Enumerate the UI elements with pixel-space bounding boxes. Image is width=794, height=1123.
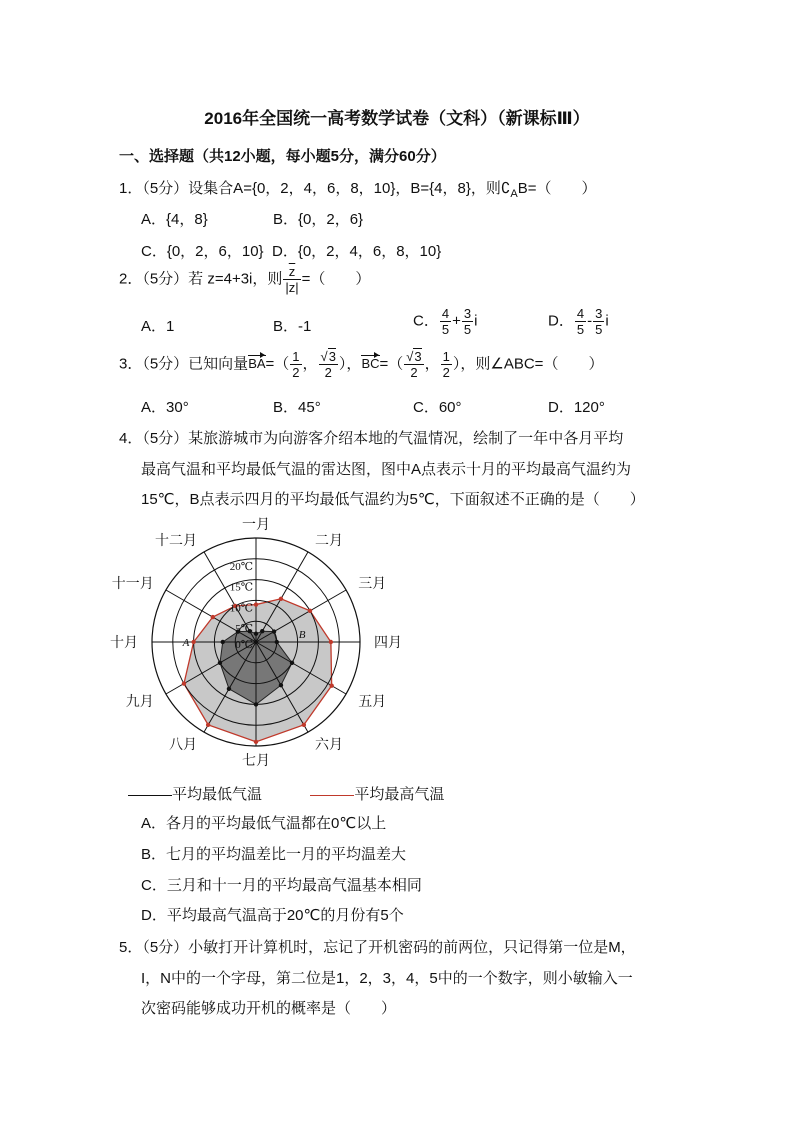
- q1-option-c[interactable]: C．{0，2，6，10}: [141, 243, 264, 260]
- month-label-3: 三月: [358, 577, 387, 592]
- legend-label-high: 平均最高气温: [354, 786, 445, 803]
- high-point-9: [182, 681, 186, 685]
- legend-swatch-high: [310, 795, 354, 796]
- low-point-3: [272, 629, 276, 633]
- q1-option-a[interactable]: A．{4，8}: [141, 211, 208, 228]
- q4-option-a[interactable]: A．各月的平均最低气温都在0℃以上: [141, 815, 387, 832]
- question-4-line-2: 最高气温和平均最低气温的雷达图，图中A点表示十月的平均最高气温约为: [141, 461, 632, 478]
- legend-label-low: 平均最低气温: [172, 786, 263, 803]
- question-4-line-3: 15℃，B点表示四月的平均最低气温约为5℃，下面叙述不正确的是（ ）: [141, 491, 645, 508]
- month-label-6: 六月: [315, 738, 343, 754]
- point-label-a: A: [182, 637, 190, 649]
- low-point-5: [290, 661, 294, 665]
- section-heading: 一、选择题（共12小题，每小题5分，满分60分）: [119, 148, 446, 165]
- question-3-stem: 3．（5分）已知向量BA=（ $\frac{1}{2}$ ， $\frac{√3}{2}$ ），BC=（ $\frac{√3}{2}$ ， $\frac{1}{2}$ ），则∠ABC=（ ）: [119, 349, 604, 380]
- question-2-stem: 2．（5分）若 z=4+3i，则 $\frac{\overline{z}}{|z|}$ =（ ）: [119, 264, 371, 295]
- low-point-9: [218, 661, 222, 665]
- q2-option-a[interactable]: A．1: [141, 318, 175, 335]
- high-point-5: [329, 683, 333, 687]
- high-point-3: [308, 609, 312, 613]
- vector-bc: BC: [361, 356, 380, 372]
- q1-option-d[interactable]: D．{0，2，4，6，8，10}: [272, 243, 442, 260]
- month-label-5: 五月: [358, 695, 387, 710]
- q2-option-b[interactable]: B．-1: [273, 318, 312, 335]
- month-label-1: 一月: [242, 518, 270, 533]
- low-point-6: [279, 683, 283, 687]
- ring-label-20: 20℃: [229, 560, 253, 573]
- ring-label-5: 5℃: [235, 623, 253, 636]
- q4-option-b[interactable]: B．七月的平均温差比一月的平均温差大: [141, 846, 407, 863]
- question-5-line-2: I，N中的一个字母，第二位是1，2，3，4，5中的一个数字，则小敏输入一: [141, 970, 633, 987]
- high-point-7: [254, 740, 258, 744]
- high-point-1: [254, 602, 258, 606]
- low-point-10: [221, 640, 225, 644]
- high-point-2: [279, 597, 283, 601]
- month-label-12: 十二月: [155, 533, 197, 549]
- q4-option-d[interactable]: D．平均最高气温高于20℃的月份有5个: [141, 907, 404, 924]
- q3-option-d[interactable]: D．120°: [548, 399, 605, 416]
- chart-legend: [128, 783, 444, 804]
- month-label-8: 八月: [169, 738, 197, 754]
- point-label-b: B: [298, 629, 306, 641]
- low-point-7: [254, 702, 258, 706]
- month-label-7: 七月: [242, 754, 270, 769]
- question-5-line-1: 5．（5分）小敏打开计算机时，忘记了开机密码的前两位，只记得第一位是M，: [119, 939, 636, 956]
- q1-option-b[interactable]: B．{0，2，6}: [273, 211, 364, 228]
- q3-option-c[interactable]: C．60°: [413, 399, 462, 416]
- month-label-11: 十一月: [111, 577, 154, 592]
- low-point-2: [260, 629, 264, 633]
- month-label-10: 十月: [110, 636, 138, 651]
- legend-swatch-low: [128, 795, 172, 796]
- high-point-11: [211, 615, 215, 619]
- question-4-line-1: 4．（5分）某旅游城市为向游客介绍本地的气温情况，绘制了一年中各月平均: [119, 430, 624, 447]
- page-title: 2016年全国统一高考数学试卷（文科）（新课标Ⅲ）: [204, 109, 590, 128]
- q4-option-c[interactable]: C．三月和十一月的平均最高气温基本相同: [141, 877, 422, 894]
- high-point-6: [302, 723, 306, 727]
- high-point-10: [191, 640, 195, 644]
- question-5-line-3: 次密码能够成功开机的概率是（ ）: [141, 1000, 397, 1017]
- q3-option-a[interactable]: A．30°: [141, 399, 189, 416]
- high-point-4: [329, 640, 333, 644]
- month-label-9: 九月: [125, 695, 154, 710]
- radar-chart: [106, 516, 406, 776]
- vector-ba: BA: [248, 356, 266, 372]
- question-1-stem: 1．（5分）设集合A={0，2，4，6，8，10}，B={4，8}，则$∁_AB=$（ ）: [119, 180, 597, 200]
- ring-label-0: 0℃: [235, 639, 253, 651]
- q2-option-d[interactable]: D． $\frac{4}{5}$ - $\frac{3}{5}$ i: [548, 306, 609, 337]
- high-point-8: [206, 723, 210, 727]
- q2-option-c[interactable]: C． $\frac{4}{5}$ + $\frac{3}{5}$ i: [413, 306, 478, 337]
- low-point-4: [275, 640, 279, 644]
- month-label-2: 二月: [315, 533, 343, 549]
- ring-label-15: 15℃: [229, 581, 253, 594]
- low-point-8: [227, 687, 231, 691]
- month-label-4: 四月: [374, 636, 402, 651]
- low-point-1: [254, 631, 258, 635]
- q3-option-b[interactable]: B．45°: [273, 399, 321, 416]
- ring-label-10: 10℃: [229, 602, 253, 615]
